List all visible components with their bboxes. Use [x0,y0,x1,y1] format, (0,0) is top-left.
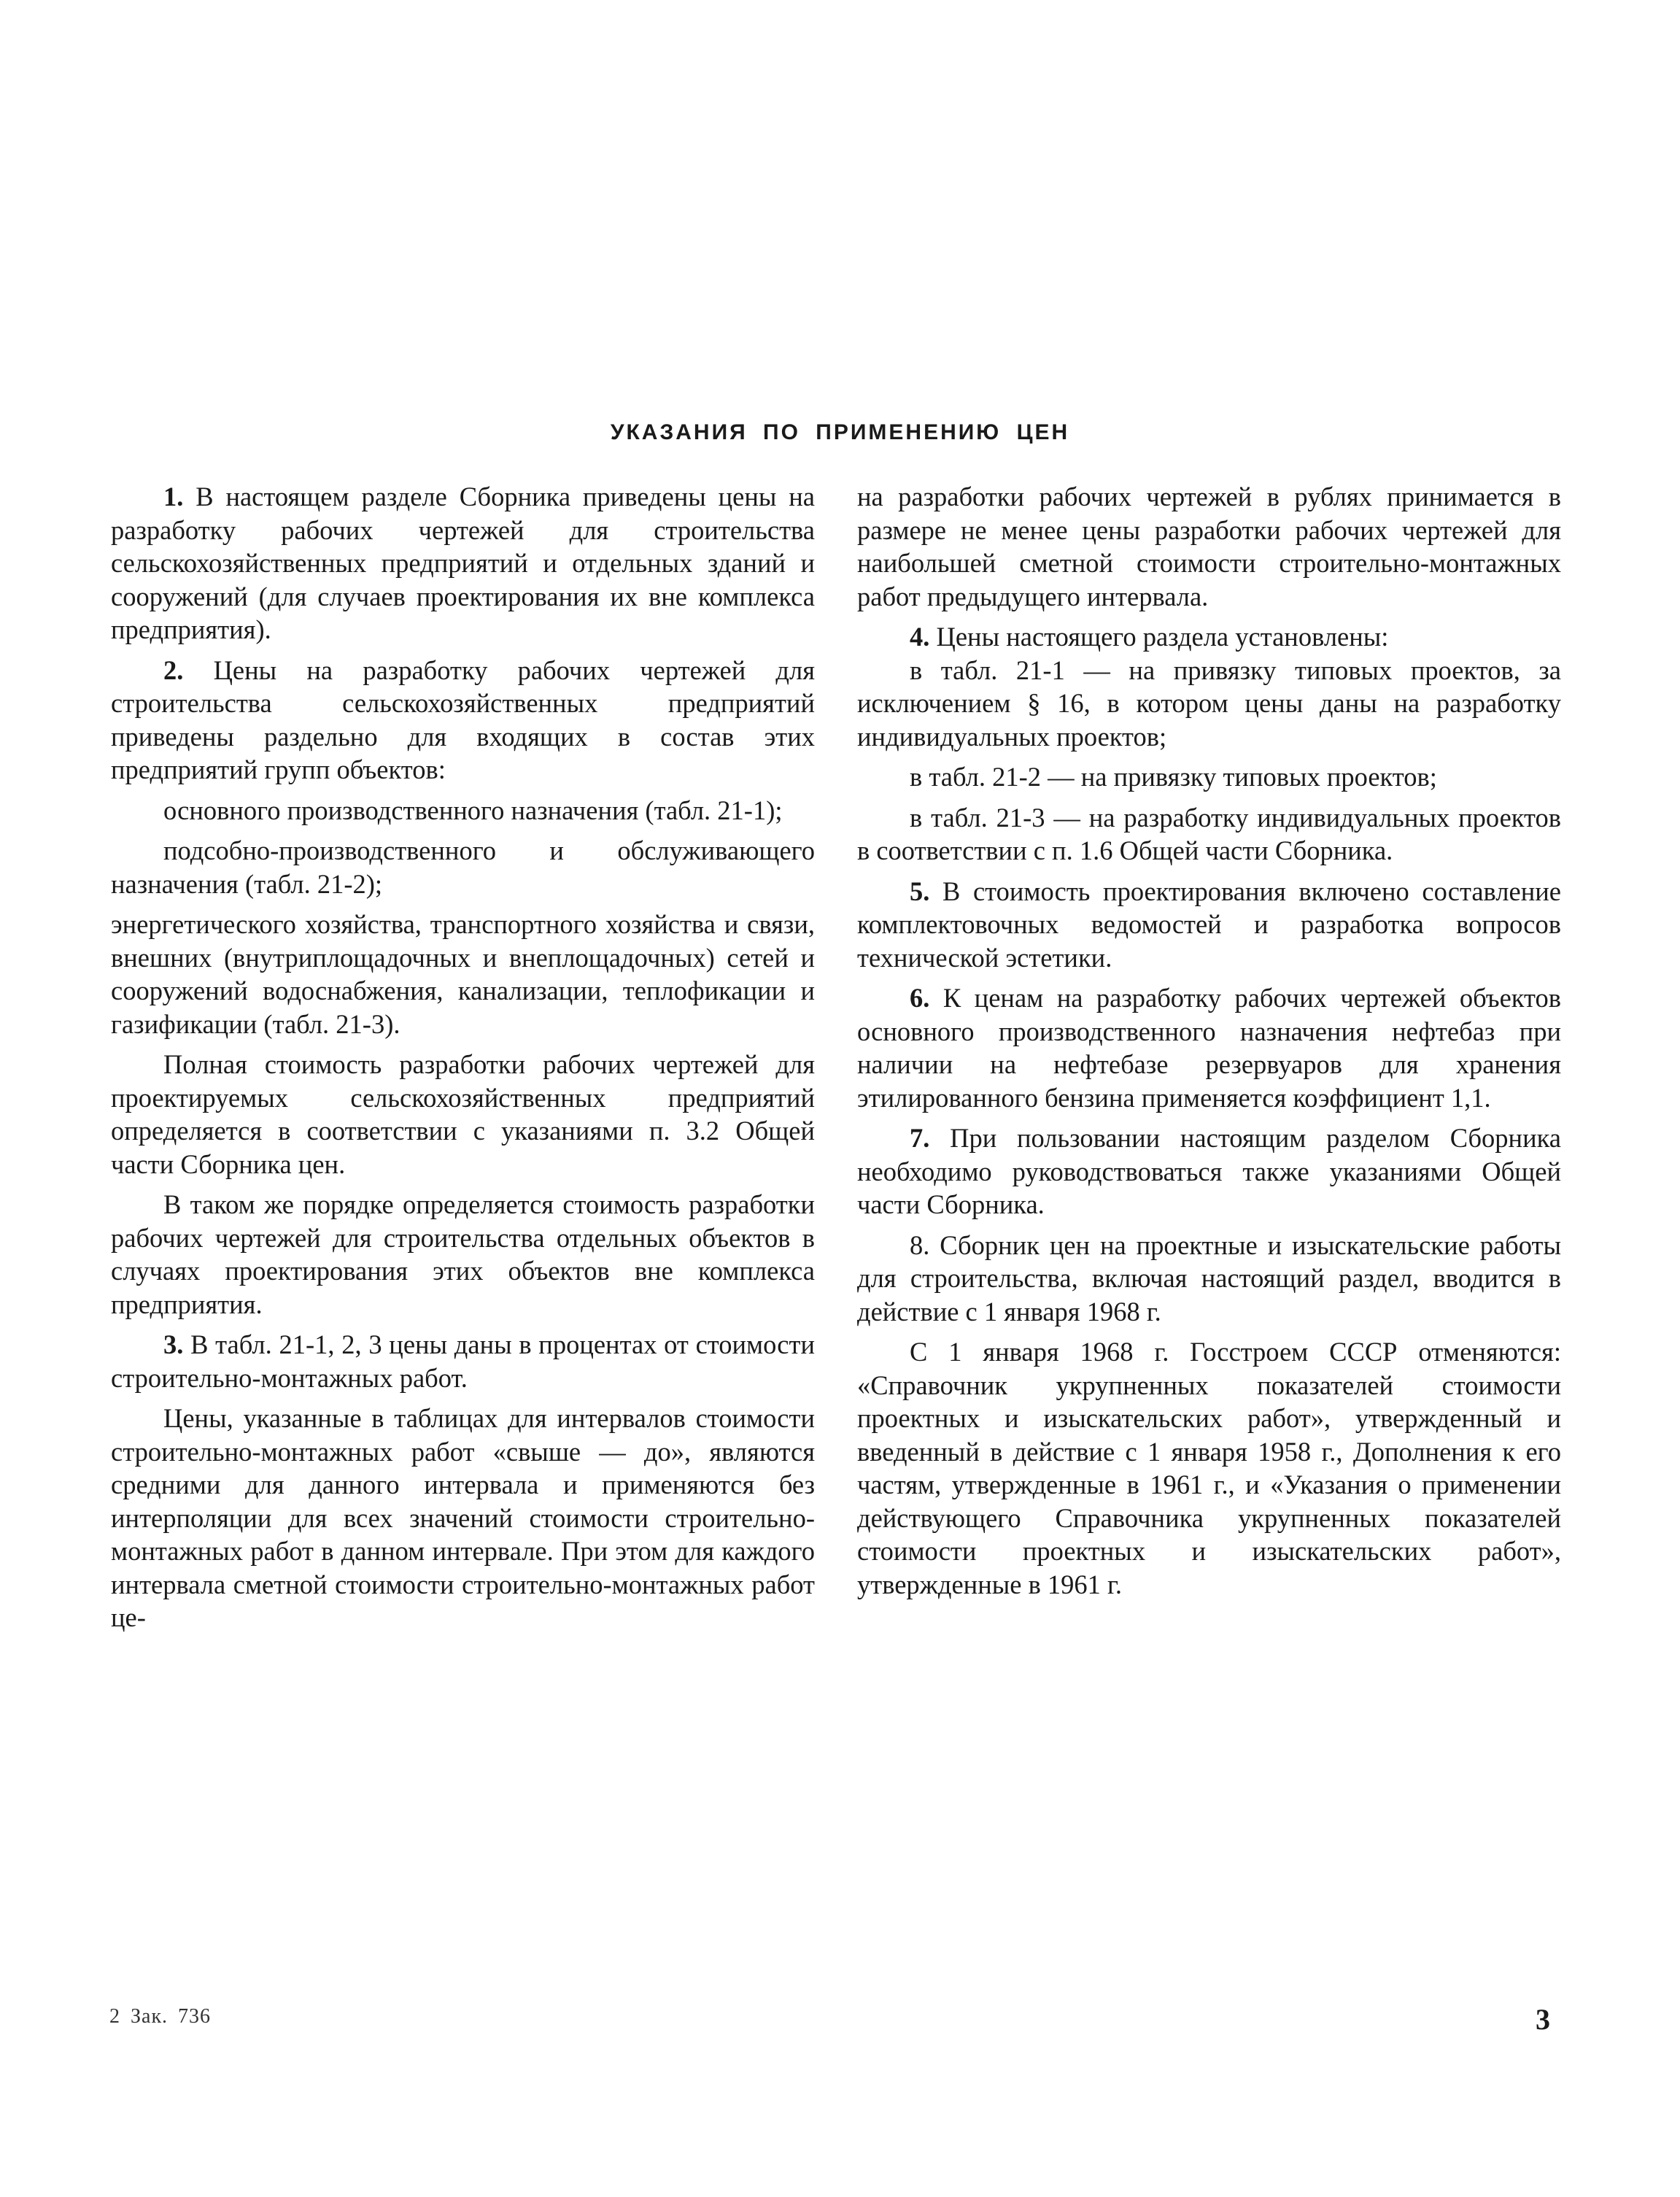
paragraph-text: Сборник цен на проектные и изыскательские работы для строительства, включая настоящий раздел, вводится в действие с 1 января 1968 г. [857,1229,1561,1327]
footer-order-number: 2 Зак. 736 [109,2005,212,2028]
paragraph-number: 3. [163,1329,184,1359]
paragraph-2 [111,654,815,787]
paragraph-number: 5. [910,876,930,906]
paragraph-3 [111,1328,815,1394]
paragraph-text: В табл. 21-1, 2, 3 цены даны в процентах от стоимости строительно-монтажных работ. [111,1329,815,1393]
paragraph-7 [857,1121,1561,1221]
right-column [857,480,1561,1608]
paragraph-text: В настоящем разделе Сборника приведены цены на разработку рабочих чертежей для строительства сельскохозяйственных предприятий и отдельных зданий и сооружений (для случаев проектирования их вне комплекса предприятия). [111,482,815,644]
list-item: в табл. 21-1 — на привязку типовых проектов, за исключением § 16, в котором цены даны на разработку индивидуальных проектов; [857,655,1561,752]
paragraph-text: Цены на разработку рабочих чертежей для строительства сельскохозяйственных предприятий приведены раздельно для входящих в состав этих предприятий групп объектов: [111,655,815,784]
paragraph-continuation: на разработки рабочих чертежей в рублях принимается в размере не менее цены разработки рабочих чертежей для наибольшей сметной стоимости строительно-монтажных работ предыдущего интервала. [857,482,1561,611]
paragraph-8 [857,1229,1561,1329]
paragraph-text: К ценам на разработку рабочих чертежей объектов основного производственного назначения нефтебаз при наличии на нефтебазе резервуаров для хранения этилированного бензина применяется коэффициент 1,1. [857,983,1562,1113]
paragraph-text: Цены настоящего раздела установлены: [936,622,1389,652]
paragraph-5 [857,875,1561,975]
page-title: УКАЗАНИЯ ПО ПРИМЕНЕНИЮ ЦЕН [610,420,1070,444]
page-number: 3 [1536,2003,1550,2036]
paragraph-4 [857,620,1561,654]
list-item: подсобно-производственного и обслуживающего назначения (табл. 21-2); [111,835,815,899]
paragraph: С 1 января 1968 г. Госстроем СССР отменяются: «Справочник укрупненных показателей стоимости проектных и изыскательских работ», утвержденный и введенный в действие с 1 января 1958 г., Дополнения к его частям, утвержденные в 1961 г., и «Указания о применении действующего Справочника укрупненных показателей стоимости проектных и изыскательских работ», утвержденные в 1961 г. [857,1337,1561,1599]
paragraph-1 [111,480,815,646]
paragraph: Цены, указанные в таблицах для интервалов стоимости строительно-монтажных работ «свыше — до», являются средними для данного интервала и применяются без интерполяции для всех значений стоимости строительно-монтажных работ в данном интервале. При этом для каждого интервала сметной стоимости строительно-монтажных работ це- [111,1403,815,1632]
paragraph-number: 6. [910,983,930,1013]
paragraph-number: 2. [163,655,184,685]
left-column [111,480,815,1642]
paragraph-text: При пользовании настоящим разделом Сборника необходимо руководствоваться также указаниями Общей части Сборника. [857,1123,1561,1219]
paragraph-text: В стоимость проектирования включено составление комплектовочных ведомостей и разработка вопросов технической эстетики. [857,876,1561,973]
paragraph-6 [857,981,1561,1114]
list-item: в табл. 21-2 — на привязку типовых проектов; [910,762,1437,792]
paragraph-number: 4. [910,622,930,652]
list-item: в табл. 21-3 — на разработку индивидуальных проектов в соответствии с п. 1.6 Общей части Сборника. [857,802,1561,865]
paragraph: В таком же порядке определяется стоимость разработки рабочих чертежей для строительства отдельных объектов в случаях проектирования этих объектов вне комплекса предприятия. [111,1189,815,1319]
paragraph-number: 1. [163,482,184,511]
paragraph: Полная стоимость разработки рабочих чертежей для проектируемых сельскохозяйственных предприятий определяется в соответствии с указаниями п. 3.2 Общей части Сборника цен. [111,1049,815,1179]
list-item: энергетического хозяйства, транспортного хозяйства и связи, внешних (внутриплощадочных и внеплощадочных) сетей и сооружений водоснабжения, канализации, теплофикации и газификации (табл. 21-3). [111,909,815,1039]
list-item: основного производственного назначения (табл. 21-1); [163,795,783,825]
paragraph-number: 7. [910,1123,930,1153]
paragraph-number: 8. [910,1229,930,1260]
